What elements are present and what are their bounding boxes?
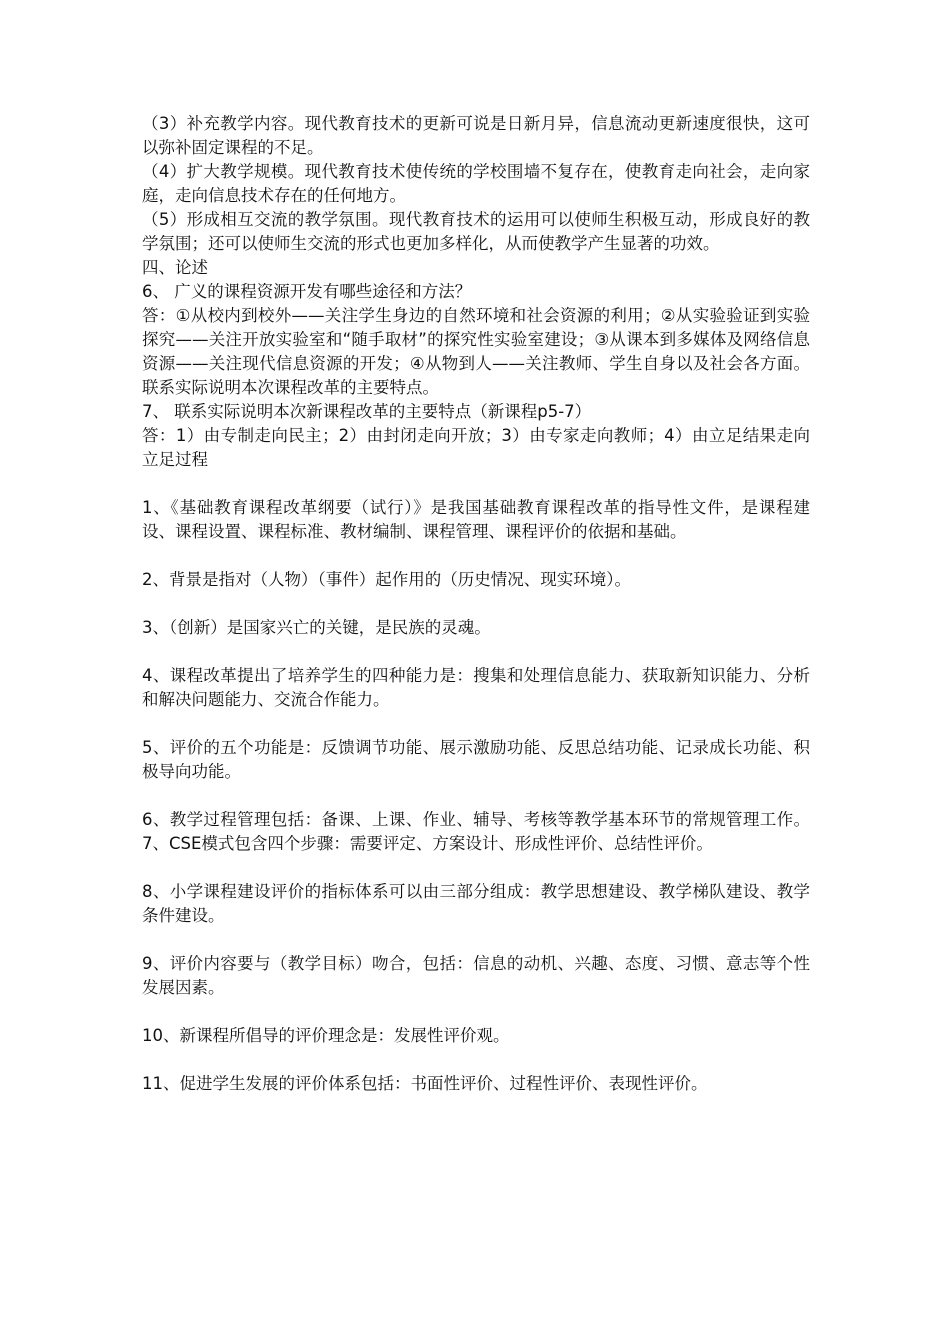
item-4: 4、课程改革提出了培养学生的四种能力是：搜集和处理信息能力、获取新知识能力、分析和解决问题能力、交流合作能力。 [142, 666, 810, 709]
item-9: 9、评价内容要与（教学目标）吻合，包括：信息的动机、兴趣、态度、习惯、意志等个性发展因素。 [142, 954, 810, 997]
item-3: 3、（创新）是国家兴亡的关键，是民族的灵魂。 [142, 618, 491, 637]
item-6-7: 6、教学过程管理包括：备课、上课、作业、辅导、考核等教学基本环节的常规管理工作。 7、CSE模式包含四个步骤：需要评定、方案设计、形成性评价、总结性评价。 [142, 810, 810, 853]
item-2: 2、背景是指对（人物）（事件）起作用的（历史情况、现实环境）。 [142, 570, 631, 589]
question-6: 6、 广义的课程资源开发有哪些途径和方法？ [142, 282, 472, 301]
item-11: 11、促进学生发展的评价体系包括：书面性评价、过程性评价、表现性评价。 [142, 1074, 708, 1093]
item-1: 1、《基础教育课程改革纲要（试行）》是我国基础教育课程改革的指导性文件，是课程建设、课程设置、课程标准、教材编制、课程管理、课程评价的依据和基础。 [142, 498, 810, 541]
item-10: 10、新课程所倡导的评价理念是：发展性评价观。 [142, 1026, 510, 1045]
question-7: 7、 联系实际说明本次新课程改革的主要特点（新课程p5-7） [142, 402, 592, 421]
paragraph-supplement-content: （3）补充教学内容。现代教育技术的更新可说是日新月异，信息流动更新速度很快，这可以弥补固定课程的不足。 [142, 114, 810, 157]
paragraph-interaction-atmosphere: （5）形成相互交流的教学氛围。现代教育技术的运用可以使师生积极互动，形成良好的教学氛围；还可以使师生交流的形式也更加多样化，从而使教学产生显著的功效。 [142, 210, 810, 253]
section-heading-discussion: 四、论述 [142, 258, 208, 277]
item-8: 8、小学课程建设评价的指标体系可以由三部分组成：教学思想建设、教学梯队建设、教学条件建设。 [142, 882, 810, 925]
item-5: 5、评价的五个功能是：反馈调节功能、展示激励功能、反思总结功能、记录成长功能、积极导向功能。 [142, 738, 810, 781]
answer-7: 答：1）由专制走向民主；2）由封闭走向开放；3）由专家走向教师；4）由立足结果走向立足过程 [142, 426, 810, 469]
answer-6: 答：①从校内到校外——关注学生身边的自然环境和社会资源的利用；②从实验验证到实验探究——关注开放实验室和“随手取材”的探究性实验室建设；③从课本到多媒体及网络信息资源——关注现代信息资源的开发；④从物到人——关注教师、学生自身以及社会各方面。联系实际说明本次课程改革的主要特点。 [142, 306, 810, 397]
document-body [142, 112, 810, 1096]
paragraph-expand-scale: （4）扩大教学规模。现代教育技术使传统的学校围墙不复存在，使教育走向社会，走向家庭，走向信息技术存在的任何地方。 [142, 162, 810, 205]
